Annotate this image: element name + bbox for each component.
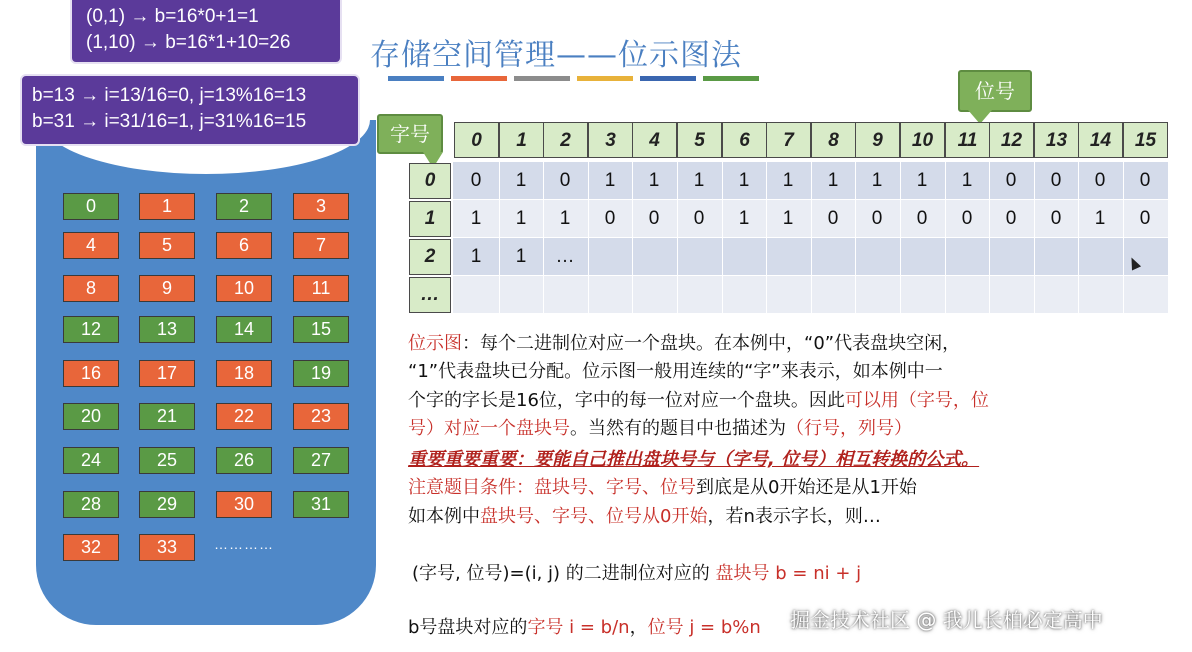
bitmap-cell: 0: [1005, 208, 1017, 229]
bubble1-line2: (1,10) → b=16*1+10=26: [86, 32, 291, 53]
disk-block: 2: [216, 193, 272, 220]
bitmap-cell: 0: [1050, 208, 1062, 229]
formula-block-number: [412, 560, 861, 588]
text-line-3-a: 个字的字长是16位，字中的每一位对应一个盘块。因此: [408, 390, 845, 411]
disk-block: 22: [216, 403, 272, 430]
bitmap-cell: [989, 276, 1033, 313]
bitmap-cell: [1034, 276, 1078, 313]
bitmap-cell: [1123, 238, 1167, 275]
bit-column-header: 8: [811, 122, 856, 158]
example-note-b: ，若n表示字长，则…: [707, 506, 881, 527]
formula-bubble-bottom: [20, 74, 360, 146]
disk-block: 9: [139, 275, 195, 302]
disk-block: 31: [293, 491, 349, 518]
condition-note-red: 注意题目条件：盘块号、字号、位号: [408, 477, 696, 498]
formula-block-number-a: (字号, 位号)=(i, j) 的二进制位对应的: [412, 563, 716, 584]
disk-block: 28: [63, 491, 119, 518]
text-line-4-red2: （行号，列号）: [786, 418, 912, 439]
bitmap-cell: 0: [470, 170, 482, 191]
text-line-3-red: 可以用（字号，位: [844, 390, 989, 411]
title-stripe: [640, 76, 696, 81]
word-row-header: …: [409, 277, 451, 313]
disk-block: 17: [139, 360, 195, 387]
disk-block: 12: [63, 316, 119, 343]
bitmap-cell: 1: [916, 170, 928, 191]
bitmap-cell: [855, 276, 899, 313]
disk-block: 5: [139, 232, 195, 259]
disk-block: 6: [216, 232, 272, 259]
overlay-fragment: 道性: [0, 18, 36, 39]
bitmap-cell: [1078, 276, 1122, 313]
formula-separator: ，: [629, 617, 648, 638]
title-stripe: [388, 76, 444, 81]
disk-block: 18: [216, 360, 272, 387]
bitmap-cell: [766, 238, 810, 275]
bitmap-cell: [900, 276, 944, 313]
slide-title: 存储空间管理——位示图法: [370, 38, 742, 73]
bit-column-header: 13: [1034, 122, 1079, 158]
bitmap-cell: [632, 238, 676, 275]
bitmap-cell: [632, 276, 676, 313]
disk-block: 20: [63, 403, 119, 430]
bitmap-cell: 0: [693, 208, 705, 229]
text-line-2: “1”代表盘块已分配。位示图一般用连续的“字”来表示，如本例中一: [408, 361, 943, 382]
bitmap-cell: [588, 238, 632, 275]
disk-block: 16: [63, 360, 119, 387]
bitmap-cell: 0: [916, 208, 928, 229]
condition-note-rest: 到底是从0开始还是从1开始: [696, 477, 917, 498]
disk-block: 15: [293, 316, 349, 343]
formula-word-bit-a: b号盘块对应的: [408, 617, 528, 638]
bit-number-callout: 位号: [958, 70, 1032, 112]
disk-block: 10: [216, 275, 272, 302]
disk-block: 11: [293, 275, 349, 302]
bitmap-cell: 1: [782, 208, 794, 229]
bitmap-cell: [1123, 276, 1167, 313]
bit-column-header: 5: [677, 122, 722, 158]
bit-column-header: 14: [1078, 122, 1123, 158]
bitmap-cell: [945, 238, 989, 275]
bitmap-cell: 1: [515, 208, 527, 229]
bitmap-cell: 1: [782, 170, 794, 191]
disk-block: 21: [139, 403, 195, 430]
disk-block: 29: [139, 491, 195, 518]
bitmap-cell: [543, 276, 587, 313]
bit-column-header: 2: [543, 122, 588, 158]
bitmap-cell: 0: [1139, 170, 1151, 191]
disk-block: 0: [63, 193, 119, 220]
bitmap-cell: [811, 276, 855, 313]
disk-block: 23: [293, 403, 349, 430]
disk-block: 24: [63, 447, 119, 474]
bitmap-cell: [989, 238, 1033, 275]
disk-block: 26: [216, 447, 272, 474]
disk-block: 4: [63, 232, 119, 259]
bitmap-cell: [722, 238, 766, 275]
bitmap-cell: 1: [738, 208, 750, 229]
bitmap-cell: [811, 238, 855, 275]
bit-column-header: 4: [632, 122, 677, 158]
disk-block: 1: [139, 193, 195, 220]
text-line-3: [408, 387, 989, 415]
watermark: 掘金技术社区 @ 我儿长柏必定高中: [790, 608, 1103, 632]
disk-block: 25: [139, 447, 195, 474]
title-stripe: [703, 76, 759, 81]
term-bitmap: 位示图: [408, 333, 462, 354]
important-note: 重要重要重要：要能自己推出盘块号与（字号, 位号）相互转换的公式。: [408, 449, 980, 470]
bitmap-cell: 1: [515, 246, 527, 267]
bit-column-header: 0: [454, 122, 499, 158]
bitmap-cell: …: [555, 246, 575, 267]
example-note: [408, 503, 881, 531]
bubble1-line1: (0,1) → b=16*0+1=1: [86, 6, 259, 27]
formula-word-bit: [408, 614, 761, 642]
bitmap-cell: 1: [470, 208, 482, 229]
bitmap-cell: 0: [1094, 170, 1106, 191]
bit-column-header: 9: [855, 122, 900, 158]
title-stripe: [514, 76, 570, 81]
disk-ellipsis: …………: [214, 536, 274, 552]
bit-column-header: 11: [945, 122, 990, 158]
bitmap-cell: [766, 276, 810, 313]
formula-bubble-top: [70, 0, 342, 64]
bitmap-cell: 1: [827, 170, 839, 191]
bitmap-cell: [677, 238, 721, 275]
text-line-1: [408, 330, 960, 358]
bit-column-header: 15: [1123, 122, 1168, 158]
bit-column-header: 7: [766, 122, 811, 158]
bitmap-cell: 0: [1139, 208, 1151, 229]
bitmap-cell: [1034, 238, 1078, 275]
bitmap-cell: 1: [871, 170, 883, 191]
disk-block: 14: [216, 316, 272, 343]
word-row-header: 2: [409, 239, 451, 275]
bitmap-cell: [855, 238, 899, 275]
bitmap-cell: 0: [871, 208, 883, 229]
bubble2-line2: b=31 → i=31/16=1, j=31%16=15: [32, 111, 307, 132]
disk-block: 3: [293, 193, 349, 220]
example-note-a: 如本例中: [408, 506, 480, 527]
bubble2-line1: b=13 → i=13/16=0, j=13%16=13: [32, 85, 307, 106]
bit-column-header: 3: [588, 122, 633, 158]
bitmap-cell: 0: [961, 208, 973, 229]
bit-column-header: 10: [900, 122, 945, 158]
bitmap-cell: [454, 276, 498, 313]
disk-block: 13: [139, 316, 195, 343]
bitmap-cell: [1078, 238, 1122, 275]
bitmap-cell: 0: [559, 170, 571, 191]
bitmap-cell: 1: [515, 170, 527, 191]
bitmap-cell: [722, 276, 766, 313]
word-row-header: 0: [409, 163, 451, 199]
disk-block: 19: [293, 360, 349, 387]
formula-block-number-red: 盘块号 b = ni + j: [715, 563, 862, 584]
title-stripe: [451, 76, 507, 81]
bitmap-cell: 0: [1050, 170, 1062, 191]
bitmap-cell: 0: [827, 208, 839, 229]
text-line-1-rest: ：每个二进制位对应一个盘块。在本例中，“0”代表盘块空闲，: [462, 333, 961, 354]
disk-block: 32: [63, 534, 119, 561]
bitmap-cell: [677, 276, 721, 313]
bitmap-cell: [945, 276, 989, 313]
text-line-4: [408, 415, 912, 443]
bitmap-cell: 0: [1005, 170, 1017, 191]
text-line-4-b: 。当然有的题目中也描述为: [570, 418, 786, 439]
word-number-callout: 字号: [377, 114, 443, 154]
bitmap-cell: 1: [961, 170, 973, 191]
bitmap-cell: [499, 276, 543, 313]
bitmap-cell: 1: [693, 170, 705, 191]
bitmap-cell: 1: [648, 170, 660, 191]
disk-block: 8: [63, 275, 119, 302]
bitmap-cell: 1: [470, 246, 482, 267]
bitmap-cell: [588, 276, 632, 313]
bitmap-cell: 1: [738, 170, 750, 191]
disk-block: 30: [216, 491, 272, 518]
example-note-red: 盘块号、字号、位号从0开始: [480, 506, 708, 527]
disk-block: 33: [139, 534, 195, 561]
bitmap-cell: 1: [1094, 208, 1106, 229]
bitmap-cell: 0: [604, 208, 616, 229]
bit-column-header: 12: [989, 122, 1034, 158]
bitmap-cell: 1: [604, 170, 616, 191]
formula-word-number: 字号 i = b/n: [527, 617, 630, 638]
bit-column-header: 6: [722, 122, 767, 158]
bitmap-cell: [900, 238, 944, 275]
word-row-header: 1: [409, 201, 451, 237]
disk-block: 7: [293, 232, 349, 259]
formula-bit-number: 位号 j = b%n: [647, 617, 761, 638]
bitmap-cell: 1: [559, 208, 571, 229]
disk-block: 27: [293, 447, 349, 474]
title-stripe: [577, 76, 633, 81]
bit-column-header: 1: [499, 122, 544, 158]
text-line-4-red: 号）对应一个盘块号: [408, 418, 570, 439]
bitmap-cell: 0: [648, 208, 660, 229]
condition-note: [408, 474, 917, 502]
